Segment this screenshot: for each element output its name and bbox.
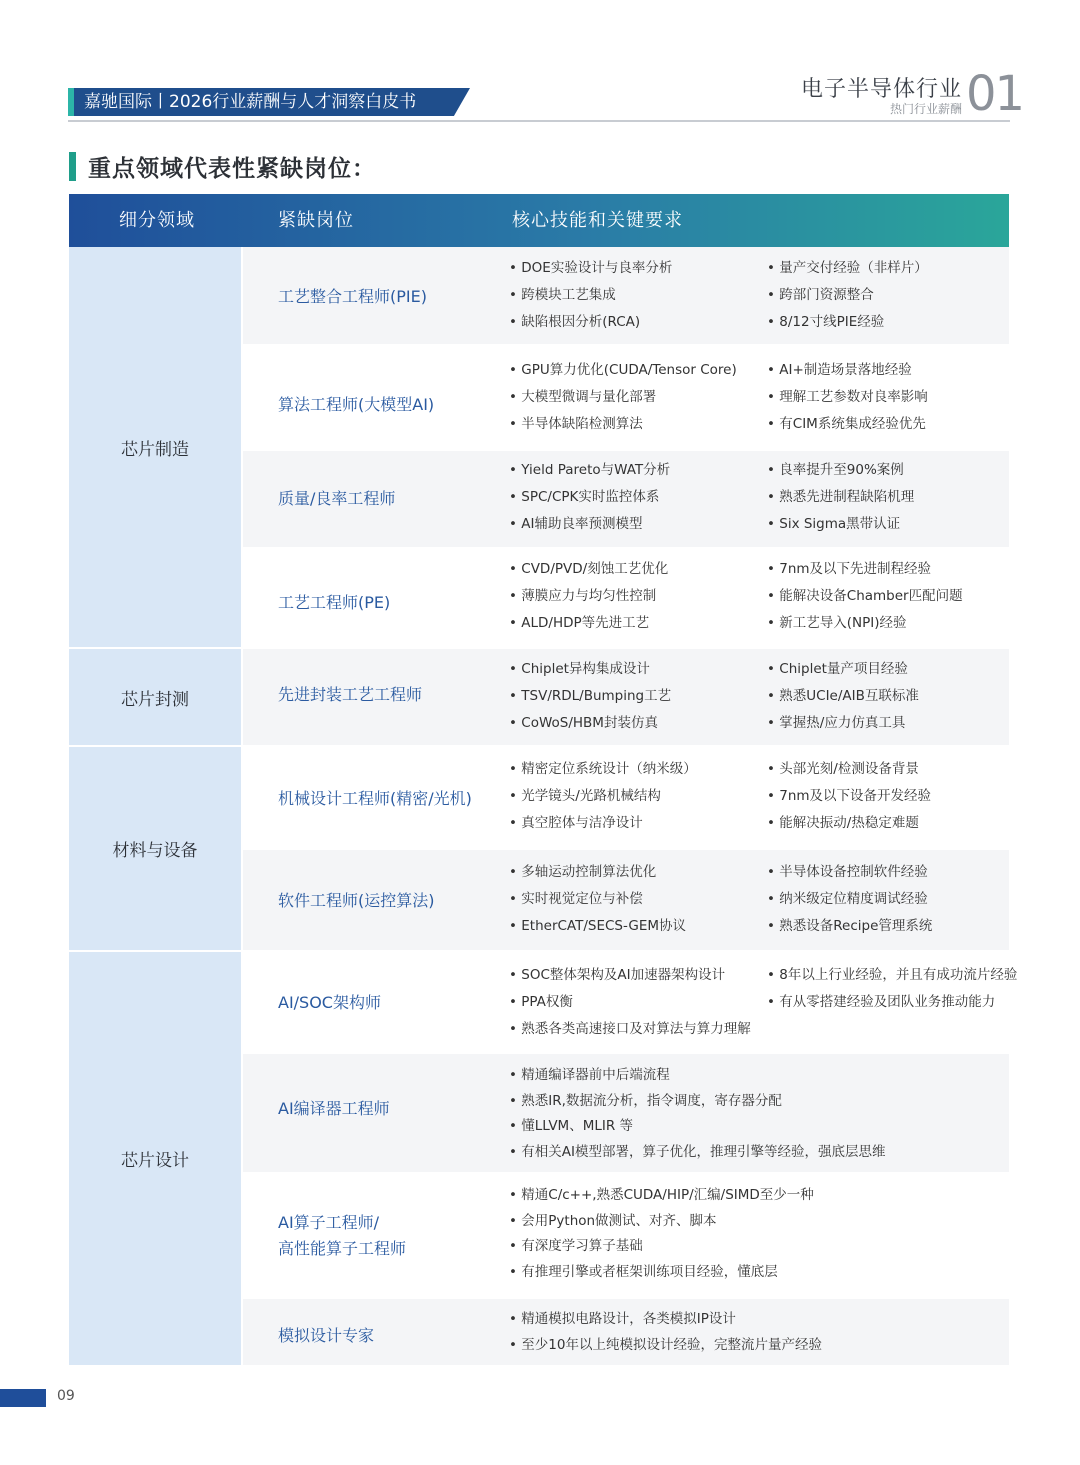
skill-item: • 会用Python做测试、对齐、脚本 — [509, 1209, 814, 1235]
skill-item: • TSV/RDL/Bumping工艺 — [509, 683, 671, 710]
skills-list-left — [509, 357, 737, 438]
skill-item: • 8年以上行业经验，并且有成功流片经验 — [767, 962, 1017, 989]
skills-list-left — [509, 962, 751, 1043]
skills-list-right — [767, 556, 963, 637]
skill-item: • Chiplet异构集成设计 — [509, 656, 671, 683]
skill-item: • 熟悉设备Recipe管理系统 — [767, 913, 932, 940]
column-header-domain: 细分领域 — [119, 210, 195, 231]
skill-item: • 精通编译器前中后端流程 — [509, 1063, 885, 1089]
skill-item: • 掌握热/应力仿真工具 — [767, 710, 919, 737]
skill-item: • AI+制造场景落地经验 — [767, 357, 928, 384]
section-title: 电子半导体行业 — [800, 77, 962, 102]
column-header-position: 紧缺岗位 — [278, 210, 354, 231]
skills-list-right — [767, 859, 932, 940]
position-name: 先进封装工艺工程师 — [278, 685, 423, 704]
skills-list-right — [767, 756, 931, 837]
skill-item: • 薄膜应力与均匀性控制 — [509, 583, 668, 610]
skill-item: • SOC整体架构及AI加速器架构设计 — [509, 962, 751, 989]
position-name: 工艺整合工程师(PIE) — [278, 287, 427, 306]
skill-item: • 大模型微调与量化部署 — [509, 384, 737, 411]
skills-list-left — [509, 556, 668, 637]
skill-item: • ALD/HDP等先进工艺 — [509, 610, 668, 637]
column-header-skills: 核心技能和关键要求 — [512, 210, 683, 231]
page-number: 09 — [57, 1388, 75, 1404]
skill-item: • 精密定位系统设计（纳米级） — [509, 756, 697, 783]
domain-cell-manufacturing: 芯片制造 — [69, 247, 241, 647]
skill-item: • 7nm及以下先进制程经验 — [767, 556, 963, 583]
table-header — [69, 194, 1009, 247]
skills-list-left — [509, 457, 670, 538]
skills-list — [509, 1183, 814, 1285]
skill-item: • 有从零搭建经验及团队业务推动能力 — [767, 989, 1017, 1016]
skill-item: • 头部光刻/检测设备背景 — [767, 756, 931, 783]
skill-item: • EtherCAT/SECS-GEM协议 — [509, 913, 686, 940]
position-name: 工艺工程师(PE) — [278, 593, 391, 612]
skill-item: • GPU算力优化(CUDA/Tensor Core) — [509, 357, 737, 384]
skill-item: • 半导体缺陷检测算法 — [509, 411, 737, 438]
skills-list-right — [767, 656, 919, 737]
skill-item: • 能解决振动/热稳定难题 — [767, 810, 931, 837]
skill-item: • Chiplet量产项目经验 — [767, 656, 919, 683]
domain-cell-equipment: 材料与设备 — [69, 747, 241, 950]
skills-list-right — [767, 962, 1017, 1016]
skill-item: • 跨部门资源整合 — [767, 282, 928, 309]
skill-item: • 量产交付经验（非样片） — [767, 255, 928, 282]
skill-item: • PPA权衡 — [509, 989, 751, 1016]
skill-item: • 至少10年以上纯模拟设计经验，完整流片量产经验 — [509, 1333, 822, 1359]
skill-item: • 新工艺导入(NPI)经验 — [767, 610, 963, 637]
page-heading: 重点领域代表性紧缺岗位： — [88, 156, 376, 182]
skill-item: • 缺陷根因分析(RCA) — [509, 309, 672, 336]
position-name: 软件工程师(运控算法) — [278, 891, 435, 910]
footer-accent-bar — [0, 1389, 46, 1407]
position-name: 模拟设计专家 — [278, 1326, 375, 1345]
header-accent-stripe — [68, 88, 74, 116]
header-banner-title: 嘉驰国际丨2026行业薪酬与人才洞察白皮书 — [84, 92, 417, 112]
skills-list-left — [509, 255, 672, 336]
skills-list-left — [509, 656, 671, 737]
position-name-line2: 高性能算子工程师 — [278, 1239, 407, 1258]
skill-item: • 多轴运动控制算法优化 — [509, 859, 686, 886]
skill-item: • 有CIM系统集成经验优先 — [767, 411, 928, 438]
position-name: 质量/良率工程师 — [278, 489, 396, 508]
skills-list-right — [767, 255, 928, 336]
skill-item: • 熟悉先进制程缺陷机理 — [767, 484, 914, 511]
skill-item: • 有深度学习算子基础 — [509, 1234, 814, 1260]
skill-item: • Six Sigma黑带认证 — [767, 511, 914, 538]
skill-item: • 跨模块工艺集成 — [509, 282, 672, 309]
skill-item: • CoWoS/HBM封装仿真 — [509, 710, 671, 737]
skill-item: • 真空腔体与洁净设计 — [509, 810, 697, 837]
skill-item: • 熟悉UCIe/AIB互联标准 — [767, 683, 919, 710]
skill-item: • 有相关AI模型部署，算子优化，推理引擎等经验，强底层思维 — [509, 1140, 885, 1166]
position-name: AI编译器工程师 — [278, 1099, 390, 1118]
section-subtitle: 热门行业薪酬 — [889, 102, 962, 116]
skill-item: • 懂LLVM、MLIR 等 — [509, 1114, 885, 1140]
skill-item: • Yield Pareto与WAT分析 — [509, 457, 670, 484]
skill-item: • AI辅助良率预测模型 — [509, 511, 670, 538]
skill-item: • 理解工艺参数对良率影响 — [767, 384, 928, 411]
position-name: 机械设计工程师(精密/光机) — [278, 789, 472, 808]
skill-item: • 实时视觉定位与补偿 — [509, 886, 686, 913]
skills-list-right — [767, 357, 928, 438]
section-number: 01 — [966, 66, 1024, 122]
heading-accent-bar — [69, 152, 76, 181]
skills-list — [509, 1063, 885, 1165]
skill-item: • CVD/PVD/刻蚀工艺优化 — [509, 556, 668, 583]
skills-list-left — [509, 756, 697, 837]
skill-item: • 半导体设备控制软件经验 — [767, 859, 932, 886]
skill-item: • 有推理引擎或者框架训练项目经验，懂底层 — [509, 1260, 814, 1286]
skill-item: • SPC/CPK实时监控体系 — [509, 484, 670, 511]
header-divider — [68, 120, 1010, 122]
domain-cell-design: 芯片设计 — [69, 952, 241, 1365]
skills-list-left — [509, 859, 686, 940]
skill-item: • 熟悉IR,数据流分析，指令调度，寄存器分配 — [509, 1089, 885, 1115]
skill-item: • DOE实验设计与良率分析 — [509, 255, 672, 282]
skill-item: • 良率提升至90%案例 — [767, 457, 914, 484]
skill-item: • 光学镜头/光路机械结构 — [509, 783, 697, 810]
skill-item: • 纳米级定位精度调试经验 — [767, 886, 932, 913]
skills-list — [509, 1307, 822, 1358]
skill-item: • 7nm及以下设备开发经验 — [767, 783, 931, 810]
position-name: AI算子工程师/ — [278, 1213, 380, 1232]
skills-list-right — [767, 457, 914, 538]
skill-item: • 精通C/c++,熟悉CUDA/HIP/汇编/SIMD至少一种 — [509, 1183, 814, 1209]
position-name: AI/SOC架构师 — [278, 993, 381, 1012]
domain-cell-packaging: 芯片封测 — [69, 649, 241, 745]
skill-item: • 能解决设备Chamber匹配问题 — [767, 583, 963, 610]
position-name: 算法工程师(大模型AI) — [278, 395, 435, 414]
skill-item: • 熟悉各类高速接口及对算法与算力理解 — [509, 1016, 751, 1043]
skill-item: • 精通模拟电路设计，各类模拟IP设计 — [509, 1307, 822, 1333]
skill-item: • 8/12寸线PIE经验 — [767, 309, 928, 336]
